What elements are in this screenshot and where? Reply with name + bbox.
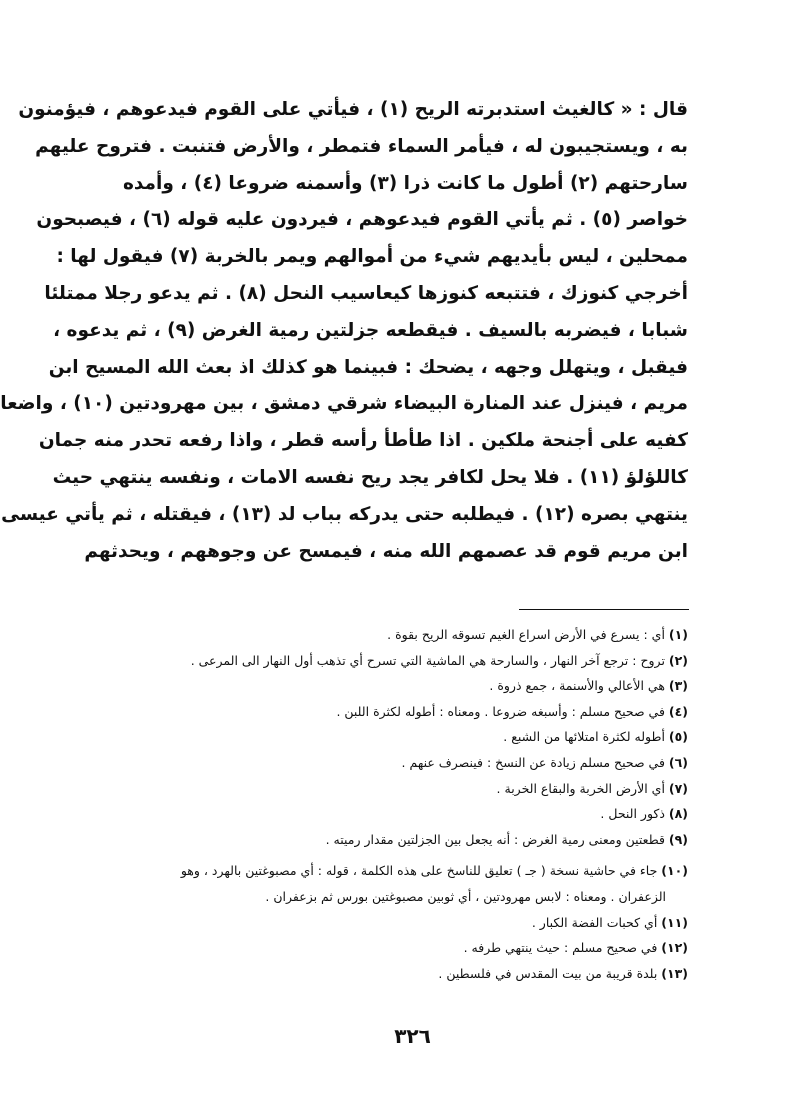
body-line: ممحلين ، ليس بأيديهم شيء من أموالهم ويمر بالخربة (٧) فيقول لها : [56,246,688,268]
footnote-text: بلدة قريبة من بيت المقدس في فلسطين . [438,965,658,981]
footnote-text: تروح : ترجع آخر النهار ، والسارحة هي الماشية التي تسرح أي تذهب أول النهار الى المرعى . [190,652,665,668]
body-line: شبابا ، فيضربه بالسيف . فيقطعه جزلتين رمية الغرض (٩) ، ثم يدعوه ، [53,319,688,341]
footnote-item [136,622,688,648]
body-line: مريم ، فينزل عند المنارة البيضاء شرقي دمشق ، بين مهرودتين (١٠) ، واضعا [0,393,688,415]
footnote-text: في صحيح مسلم زيادة عن النسخ : فينصرف عنهم . [401,754,665,770]
footnote-item [136,801,688,827]
footnote-item [136,961,688,987]
footnote-item [136,750,688,776]
main-text [0,92,688,570]
footnote-text: في صحيح مسلم : حيث ينتهي طرفه . [463,940,658,956]
footnote-text: أي كحبات الفضة الكبار . [531,914,658,930]
footnote-text: أطوله لكثرة امتلائها من الشبع . [503,729,665,745]
footnote-number: (١٣) [661,965,688,981]
body-line: سارحتهم (٢) أطول ما كانت ذرا (٣) وأسمنه ضروعا (٤) ، وأمده [122,172,688,194]
body-line: قال : « كالغيث استدبرته الريح (١) ، فيأتي على القوم فيدعوهم ، فيؤمنون [18,99,688,120]
footnote-text: قطعتين ومعنى رمية الغرض : أنه يجعل بين الجزلتين مقدار رميته . [325,831,665,847]
body-line: ينتهي بصره (١٢) . فيطلبه حتى يدركه بباب لد (١٣) ، فيقتله ، ثم يأتي عيسى [1,503,688,525]
footnote-text: ذكور النحل . [600,806,665,822]
footnote-text: جاء في حاشية نسخة ( جـ ) تعليق للناسخ على هذه الكلمة ، قوله : أي مصبوغتين بالهرد ، وهو [180,863,658,879]
body-line: أخرجي كنوزك ، فتتبعه كنوزها كيعاسيب النحل (٨) . ثم يدعو رجلا ممتلئا [44,282,688,304]
footnote-number: (١٢) [661,940,688,956]
footnote-number: (٨) [668,806,688,822]
footnote-item [136,648,688,674]
footnote-number: (٣) [668,678,688,694]
footnote-item [136,776,688,802]
page-number: ٣٢٦ [394,1024,431,1048]
body-line: خواصر (٥) . ثم يأتي القوم فيدعوهم ، فيردون عليه قوله (٦) ، فيصبحون [36,209,688,231]
footnotes [136,622,688,986]
footnote-item [136,858,688,884]
footnote-item [136,827,688,853]
footnote-text: أي الأرض الخربة والبقاع الخربة . [496,780,665,796]
footnote-continuation: الزعفران . ومعناه : لابس مهرودتين ، أي ثوبين مصبوغتين بورس ثم بزعفران . [265,888,666,904]
footnote-number: (١) [668,627,688,642]
footnote-item [136,724,688,750]
footnote-text: أي : يسرع في الأرض اسراع الغيم تسوقه الريح بقوة . [387,627,665,642]
body-line: فيقبل ، ويتهلل وجهه ، يضحك : فبينما هو كذلك اذ بعث الله المسيح ابن [48,356,688,378]
footnote-number: (٧) [668,780,688,796]
body-line: كفيه على أجنحة ملكين . اذا طأطأ رأسه قطر ، واذا رفعه تحدر منه جمان [38,430,688,452]
footnote-number: (٢) [668,652,688,668]
footnote-item [136,673,688,699]
body-line: به ، ويستجيبون له ، فيأمر السماء فتمطر ، والأرض فتنبت . فتروح عليهم [35,135,688,157]
body-line: ابن مريم قوم قد عصمهم الله منه ، فيمسح عن وجوههم ، ويحدثهم [84,540,688,562]
footnote-number: (١١) [661,914,688,930]
footnote-number: (٥) [668,729,688,745]
footnote-number: (٩) [668,831,688,847]
footnote-text: في صحيح مسلم : وأسبغه ضروعا . ومعناه : أطوله لكثرة اللبن . [336,703,665,719]
footnote-item [136,935,688,961]
footnote-number: (٦) [668,754,688,770]
body-line: كاللؤلؤ (١١) . فلا يحل لكافر يجد ريح نفسه الامات ، ونفسه ينتهي حيث [52,466,688,488]
footnote-item [136,699,688,725]
footnote-item [136,910,688,936]
footnote-text: هي الأعالي والأسنمة ، جمع ذروة . [489,678,665,694]
footnote-number: (١٠) [661,863,688,879]
footnote-separator [519,609,689,610]
footnote-number: (٤) [668,703,688,719]
